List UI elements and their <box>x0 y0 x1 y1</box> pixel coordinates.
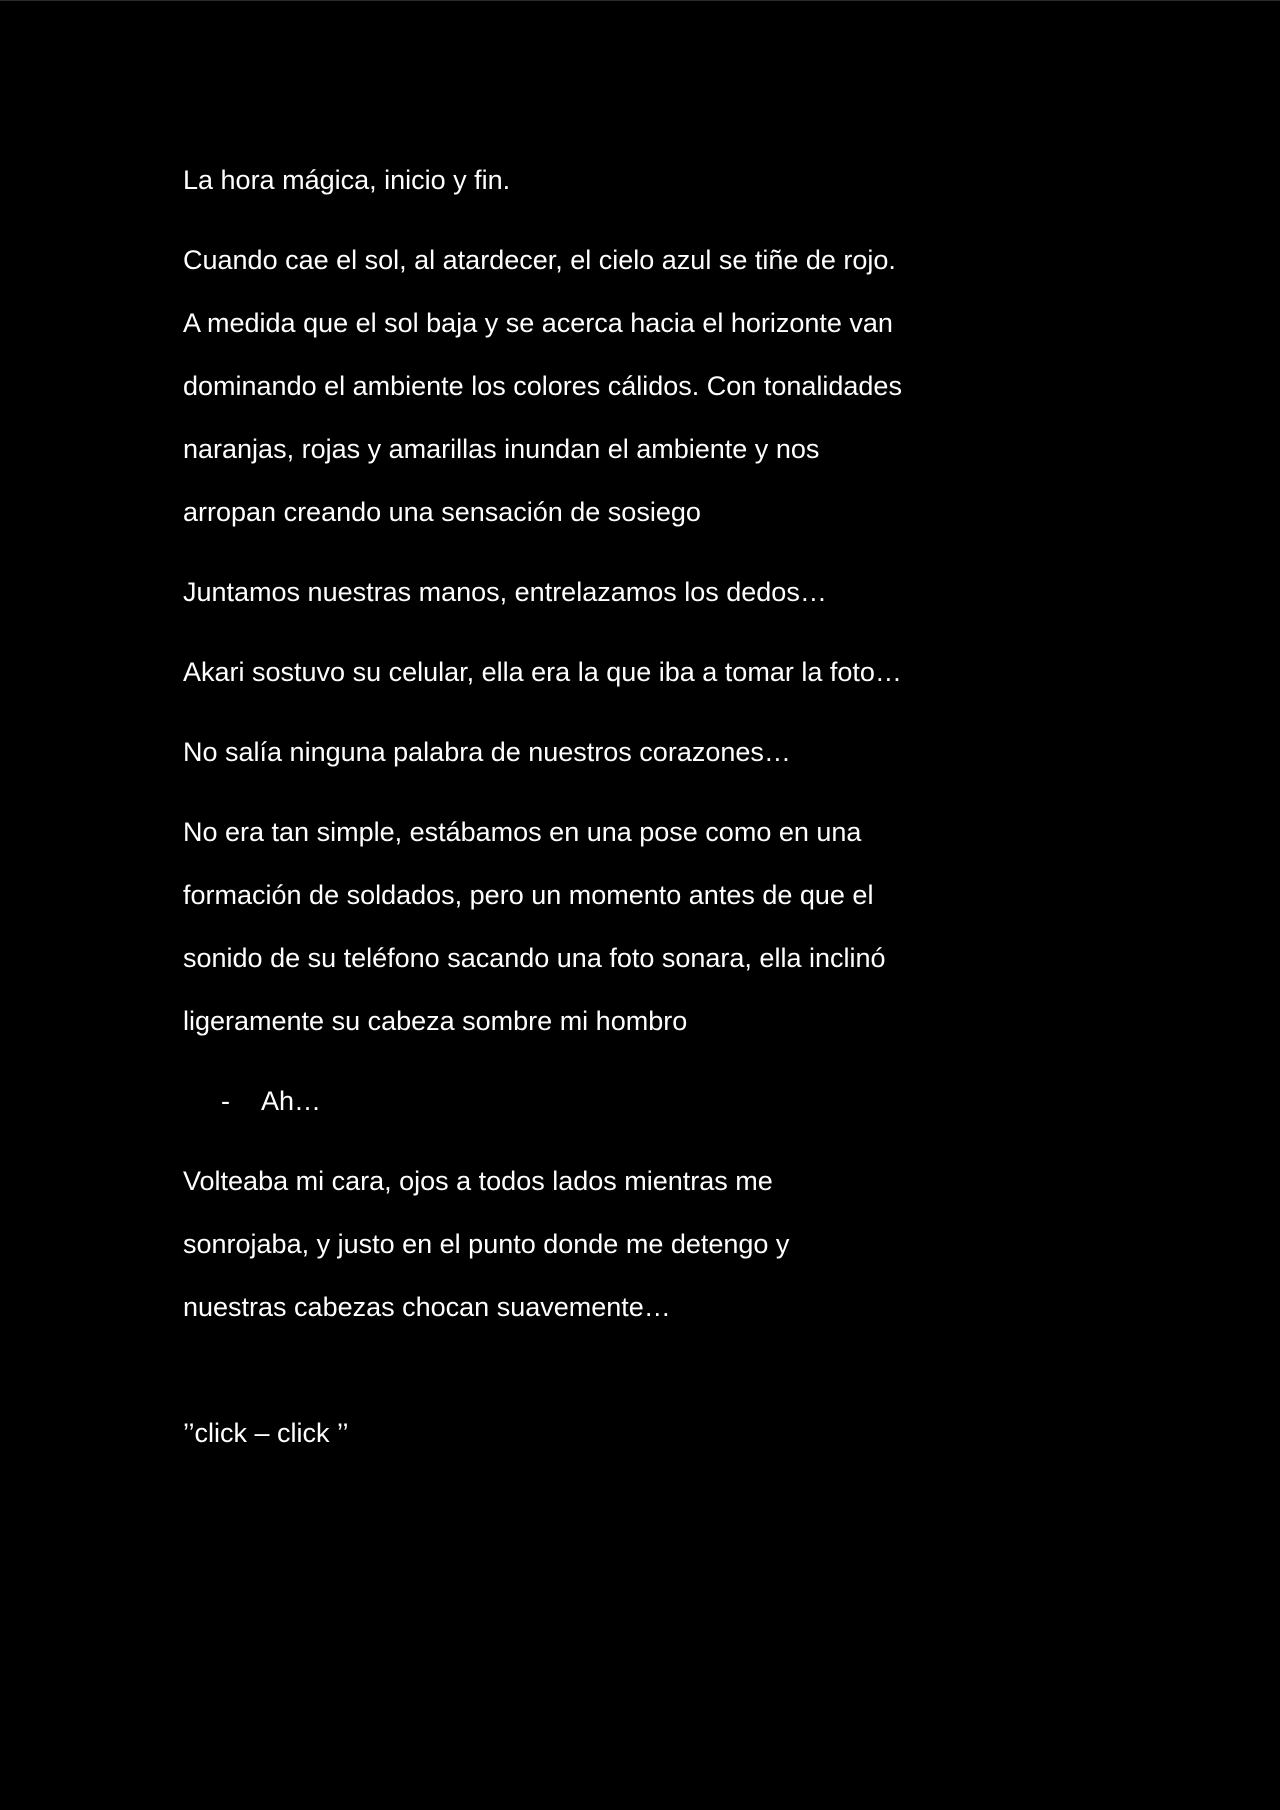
paragraph-line: A medida que el sol baja y se acerca hacia el horizonte van <box>183 308 893 338</box>
paragraph-line: naranjas, rojas y amarillas inundan el ambiente y nos <box>183 434 820 464</box>
dialogue-text: Ah… <box>261 1086 322 1116</box>
dialogue-line <box>183 1070 1063 1133</box>
paragraph-silence: No salía ninguna palabra de nuestros corazones… <box>183 737 791 767</box>
document-body <box>183 149 1063 1465</box>
paragraph-phone: Akari sostuvo su celular, ella era la que iba a tomar la foto… <box>183 657 902 687</box>
paragraph-line: Volteaba mi cara, ojos a todos lados mientras me <box>183 1166 773 1196</box>
paragraph-line: ligeramente su cabeza sombre mi hombro <box>183 1006 688 1036</box>
paragraph-line: sonrojaba, y justo en el punto donde me detengo y <box>183 1229 790 1259</box>
dialogue-dash: - <box>221 1086 230 1116</box>
paragraph-line: sonido de su teléfono sacando una foto sonara, ella inclinó <box>183 943 886 973</box>
paragraph-line: dominando el ambiente los colores cálidos. Con tonalidades <box>183 371 902 401</box>
paragraph-pose <box>183 801 1063 1053</box>
blank-line <box>183 1339 1063 1402</box>
paragraph-sunset <box>183 229 1063 544</box>
paragraph-blush <box>183 1150 1063 1339</box>
paragraph-hands: Juntamos nuestras manos, entrelazamos los dedos… <box>183 577 827 607</box>
paragraph-line: No era tan simple, estábamos en una pose como en una <box>183 817 862 847</box>
closing-line: ’’click – click ’’ <box>183 1418 349 1448</box>
paragraph-line: nuestras cabezas chocan suavemente… <box>183 1292 671 1322</box>
paragraph-line: formación de soldados, pero un momento antes de que el <box>183 880 874 910</box>
paragraph-line: arropan creando una sensación de sosiego <box>183 497 701 527</box>
title-line: La hora mágica, inicio y fin. <box>183 165 511 195</box>
paragraph-line: Cuando cae el sol, al atardecer, el cielo azul se tiñe de rojo. <box>183 245 896 275</box>
